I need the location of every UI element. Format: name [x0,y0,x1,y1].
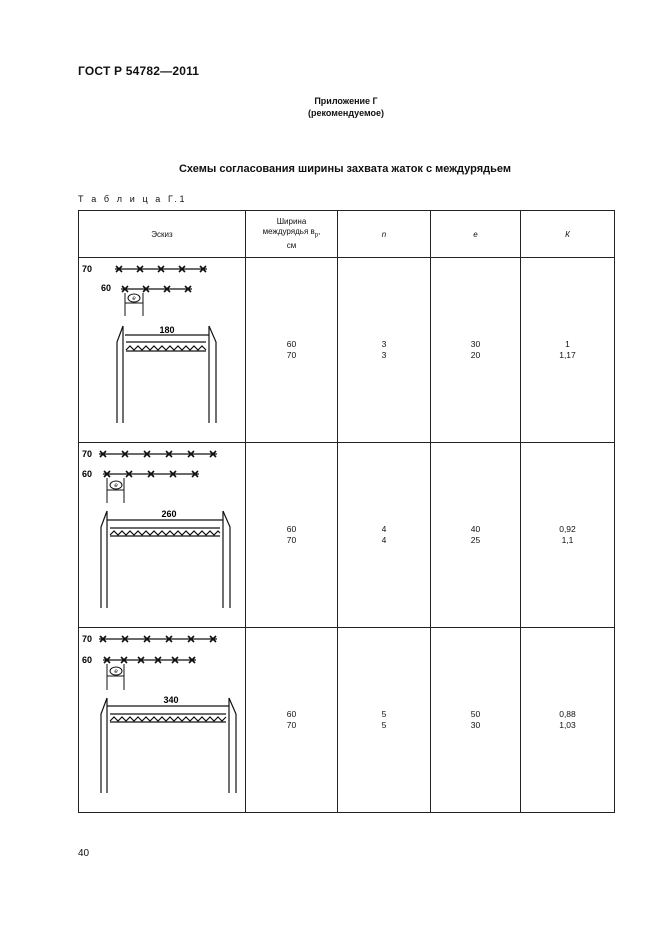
offset-label: е [132,296,136,302]
table-header-row [79,211,615,258]
spacing-line-70 [99,451,217,457]
spacing-line-60 [103,471,199,477]
header-sketch-diagram [79,258,246,443]
label-60: 60 [82,469,93,479]
sketch-cell [79,258,246,443]
sketch-cell [79,628,246,813]
spacing-line-60 [121,286,192,292]
cell-e: 40 25 [431,443,521,628]
cell-row-width: 60 70 [246,258,338,443]
label-70: 70 [82,449,93,459]
width-label: 260 [161,509,177,519]
appendix-subtitle: (рекомендуемое) [308,108,384,118]
table-row [79,443,615,628]
header-frame [117,326,216,423]
header-row-width: Ширина междурядья $в_р$, см [246,211,338,258]
cell-row-width: 60 70 [246,628,338,813]
cell-e: 50 30 [431,628,521,813]
cell-n: 4 4 [338,443,431,628]
header-sketch-diagram [79,443,246,628]
header-sketch-diagram [79,628,246,813]
label-60: 60 [101,283,112,293]
width-label: 340 [163,695,179,705]
appendix-title: Приложение Г [314,96,378,106]
width-label: 180 [159,325,175,335]
offset-label: е [114,483,118,489]
schemes-table [78,210,615,813]
header-k: К [521,211,615,258]
header-frame [101,511,230,608]
table-row [79,628,615,813]
table-row [79,258,615,443]
spacing-line-70 [115,266,207,272]
cell-k: 0,92 1,1 [521,443,615,628]
offset-marker [107,478,124,503]
section-title: Схемы согласования ширины захвата жаток с междурядьем [178,163,511,175]
cell-k: 0,88 1,03 [521,628,615,813]
header-n: n [338,211,431,258]
offset-marker [107,664,124,690]
sketch-cell [79,443,246,628]
standard-number: ГОСТ Р 54782—2011 [78,64,200,78]
header-sketch: Эскиз [79,211,246,258]
page-number: 40 [78,848,90,859]
cell-row-width: 60 70 [246,443,338,628]
cell-e: 30 20 [431,258,521,443]
cell-n: 5 5 [338,628,431,813]
spacing-line-70 [99,636,217,642]
label-70: 70 [82,264,93,274]
cell-k: 1 1,17 [521,258,615,443]
table-caption: Т а б л и ц а Г.1 [78,194,188,204]
cell-n: 3 3 [338,258,431,443]
header-frame [101,698,236,793]
spacing-line-60 [103,657,196,663]
label-60: 60 [82,655,93,665]
label-70: 70 [82,634,93,644]
header-e: е [431,211,521,258]
offset-label: е [114,669,118,675]
